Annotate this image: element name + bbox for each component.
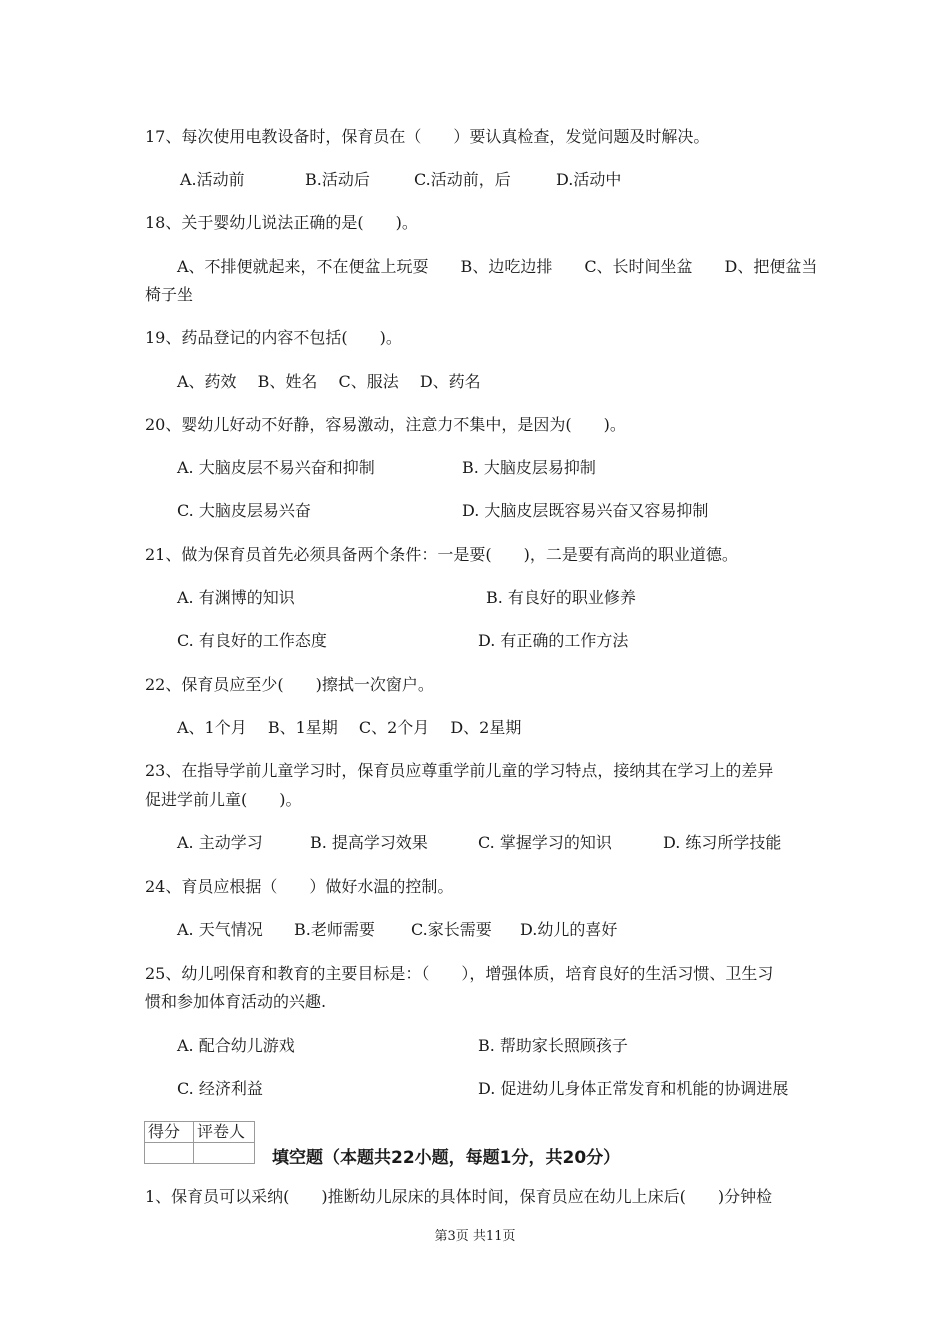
option-d: D.幼儿的喜好 [520, 920, 618, 939]
question-21-options-row2 [0, 630, 950, 652]
question-24: 24、育员应根据（ ）做好水温的控制。 [145, 877, 454, 896]
option-c: C. 有良好的工作态度 [177, 631, 327, 650]
question-25-options-row2 [0, 1078, 950, 1100]
question-25-options-row1 [0, 1035, 950, 1057]
grader-header: 评卷人 [194, 1122, 255, 1143]
question-18: 18、关于婴幼儿说法正确的是( )。 [145, 213, 418, 232]
question-20-options-row2 [0, 500, 950, 522]
option-b: B.老师需要 [294, 920, 375, 939]
option-b: B. 大脑皮层易抑制 [462, 458, 596, 477]
question-21: 21、做为保育员首先必须具备两个条件：一是要( )，二是要有高尚的职业道德。 [145, 545, 738, 564]
option-c: C. 掌握学习的知识 [478, 833, 612, 852]
section-title: 填空题（本题共22小题，每题1分，共20分） [272, 1148, 621, 1168]
question-23: 23、在指导学前儿童学习时，保育员应尊重学前儿童的学习特点，接纳其在学习上的差异 [145, 761, 774, 780]
option-a: A. 配合幼儿游戏 [177, 1036, 295, 1055]
option-a: A. 主动学习 [177, 833, 263, 852]
question-25: 25、幼儿吲保育和教育的主要目标是：（ ），增强体质，培育良好的生活习惯、卫生习 [145, 964, 774, 983]
question-17: 17、每次使用电教设备时，保育员在（ ）要认真检查，发觉问题及时解决。 [145, 127, 710, 146]
question-24-options [0, 919, 950, 941]
question-20-options-row1 [0, 457, 950, 479]
option-d: D. 有正确的工作方法 [478, 631, 629, 650]
option-c: C.活动前，后 [414, 170, 511, 189]
question-18-options: A、不排便就起来，不在便盆上玩耍 B、边吃边排 C、长时间坐盆 D、把便盆当 [177, 257, 818, 276]
question-20: 20、婴幼儿好动不好静，容易激动，注意力不集中，是因为( )。 [145, 415, 626, 434]
score-table-header-row [145, 1122, 255, 1143]
option-d: D.活动中 [556, 170, 622, 189]
page-footer: 第3页 共11页 [434, 1229, 516, 1244]
question-25-continued: 惯和参加体育活动的兴趣. [145, 992, 327, 1011]
option-b: B.活动后 [305, 170, 370, 189]
option-c: C. 大脑皮层易兴奋 [177, 501, 311, 520]
option-b: B. 提高学习效果 [310, 833, 428, 852]
score-table-blank-row [145, 1143, 255, 1164]
option-a: A.活动前 [180, 170, 245, 189]
option-d: D. 促进幼儿身体正常发育和机能的协调进展 [478, 1079, 789, 1098]
option-d: D. 大脑皮层既容易兴奋又容易抑制 [462, 501, 709, 520]
fill-question-1: 1、保育员可以采纳( )推断幼儿尿床的具体时间，保育员应在幼儿上床后( )分钟检 [145, 1187, 773, 1206]
question-22: 22、保育员应至少( )擦拭一次窗户。 [145, 675, 434, 694]
option-d: D. 练习所学技能 [663, 833, 782, 852]
option-a: A. 大脑皮层不易兴奋和抑制 [177, 458, 375, 477]
question-19: 19、药品登记的内容不包括( )。 [145, 328, 402, 347]
option-a: A. 天气情况 [177, 920, 263, 939]
question-23-options [0, 832, 950, 854]
score-cell [145, 1143, 194, 1164]
grader-cell [194, 1143, 255, 1164]
score-header: 得分 [145, 1122, 194, 1143]
score-table [144, 1121, 255, 1164]
option-c: C. 经济利益 [177, 1079, 263, 1098]
option-b: B. 有良好的职业修养 [486, 588, 636, 607]
question-23-continued: 促进学前儿童( )。 [145, 790, 302, 809]
option-c: C.家长需要 [411, 920, 492, 939]
question-19-options: A、药效 B、姓名 C、服法 D、药名 [177, 372, 481, 391]
question-17-options [0, 169, 950, 191]
question-22-options: A、1个月 B、1星期 C、2个月 D、2星期 [177, 718, 522, 737]
question-18-options-continued: 椅子坐 [145, 285, 194, 304]
option-a: A. 有渊博的知识 [177, 588, 295, 607]
question-21-options-row1 [0, 587, 950, 609]
option-b: B. 帮助家长照顾孩子 [478, 1036, 628, 1055]
